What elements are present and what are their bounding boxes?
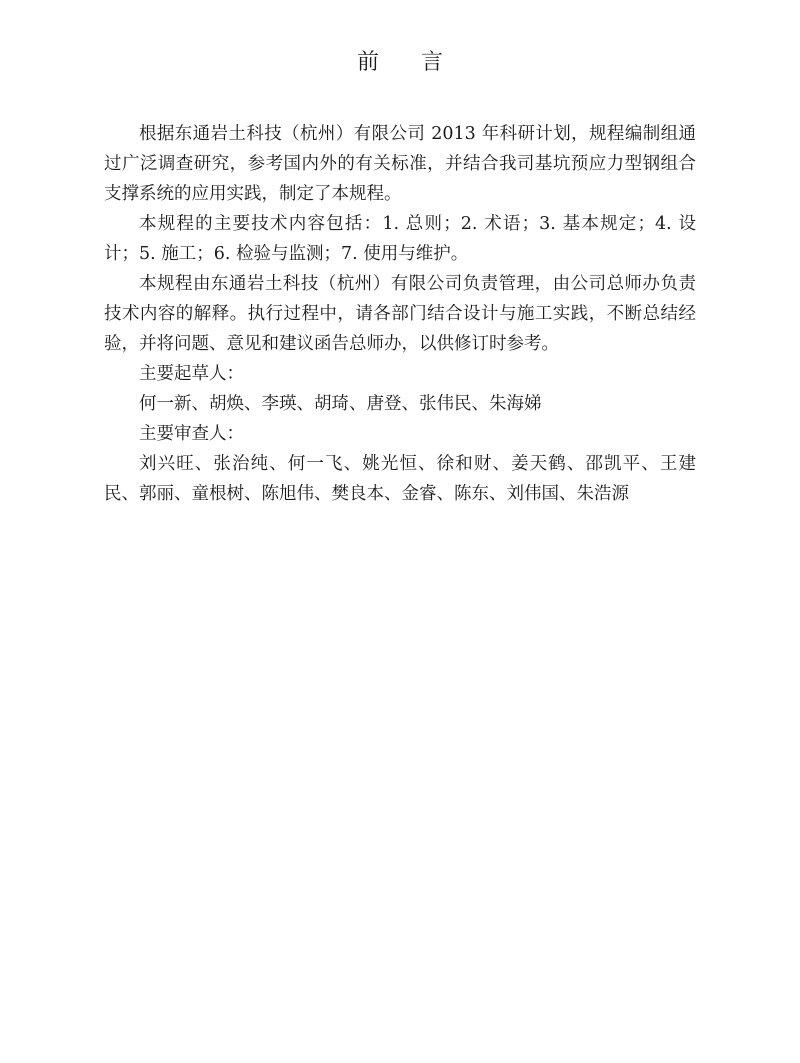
foreword-body xyxy=(104,119,696,509)
paragraph-background: 根据东通岩土科技（杭州）有限公司 2013 年科研计划，规程编制组通过广泛调查研究，参考国内外的有关标准，并结合我司基坑预应力型钢组合支撑系统的应用实践，制定了本规程。 xyxy=(104,124,696,204)
paragraph-contents: 本规程的主要技术内容包括：1. 总则；2. 术语；3. 基本规定；4. 设计；5. 施工；6. 检验与监测；7. 使用与维护。 xyxy=(104,214,696,264)
reviewers-label: 主要审查人： xyxy=(139,424,244,444)
paragraph-management: 本规程由东通岩土科技（杭州）有限公司负责管理，由公司总师办负责技术内容的解释。执行过程中，请各部门结合设计与施工实践，不断总结经验，并将问题、意见和建议函告总师办，以供修订时参考。 xyxy=(104,274,696,354)
page-title xyxy=(0,48,800,78)
drafters-label: 主要起草人： xyxy=(139,364,244,384)
reviewers-list: 刘兴旺、张治纯、何一飞、姚光恒、徐和财、姜天鹤、邵凯平、王建民、郭丽、童根树、陈旭伟、樊良本、金睿、陈东、刘伟国、朱浩源 xyxy=(104,454,696,504)
title-char-right: 言 xyxy=(421,50,444,75)
title-char-left: 前 xyxy=(356,50,379,75)
drafters-list: 何一新、胡焕、李瑛、胡琦、唐登、张伟民、朱海娣 xyxy=(139,394,542,414)
